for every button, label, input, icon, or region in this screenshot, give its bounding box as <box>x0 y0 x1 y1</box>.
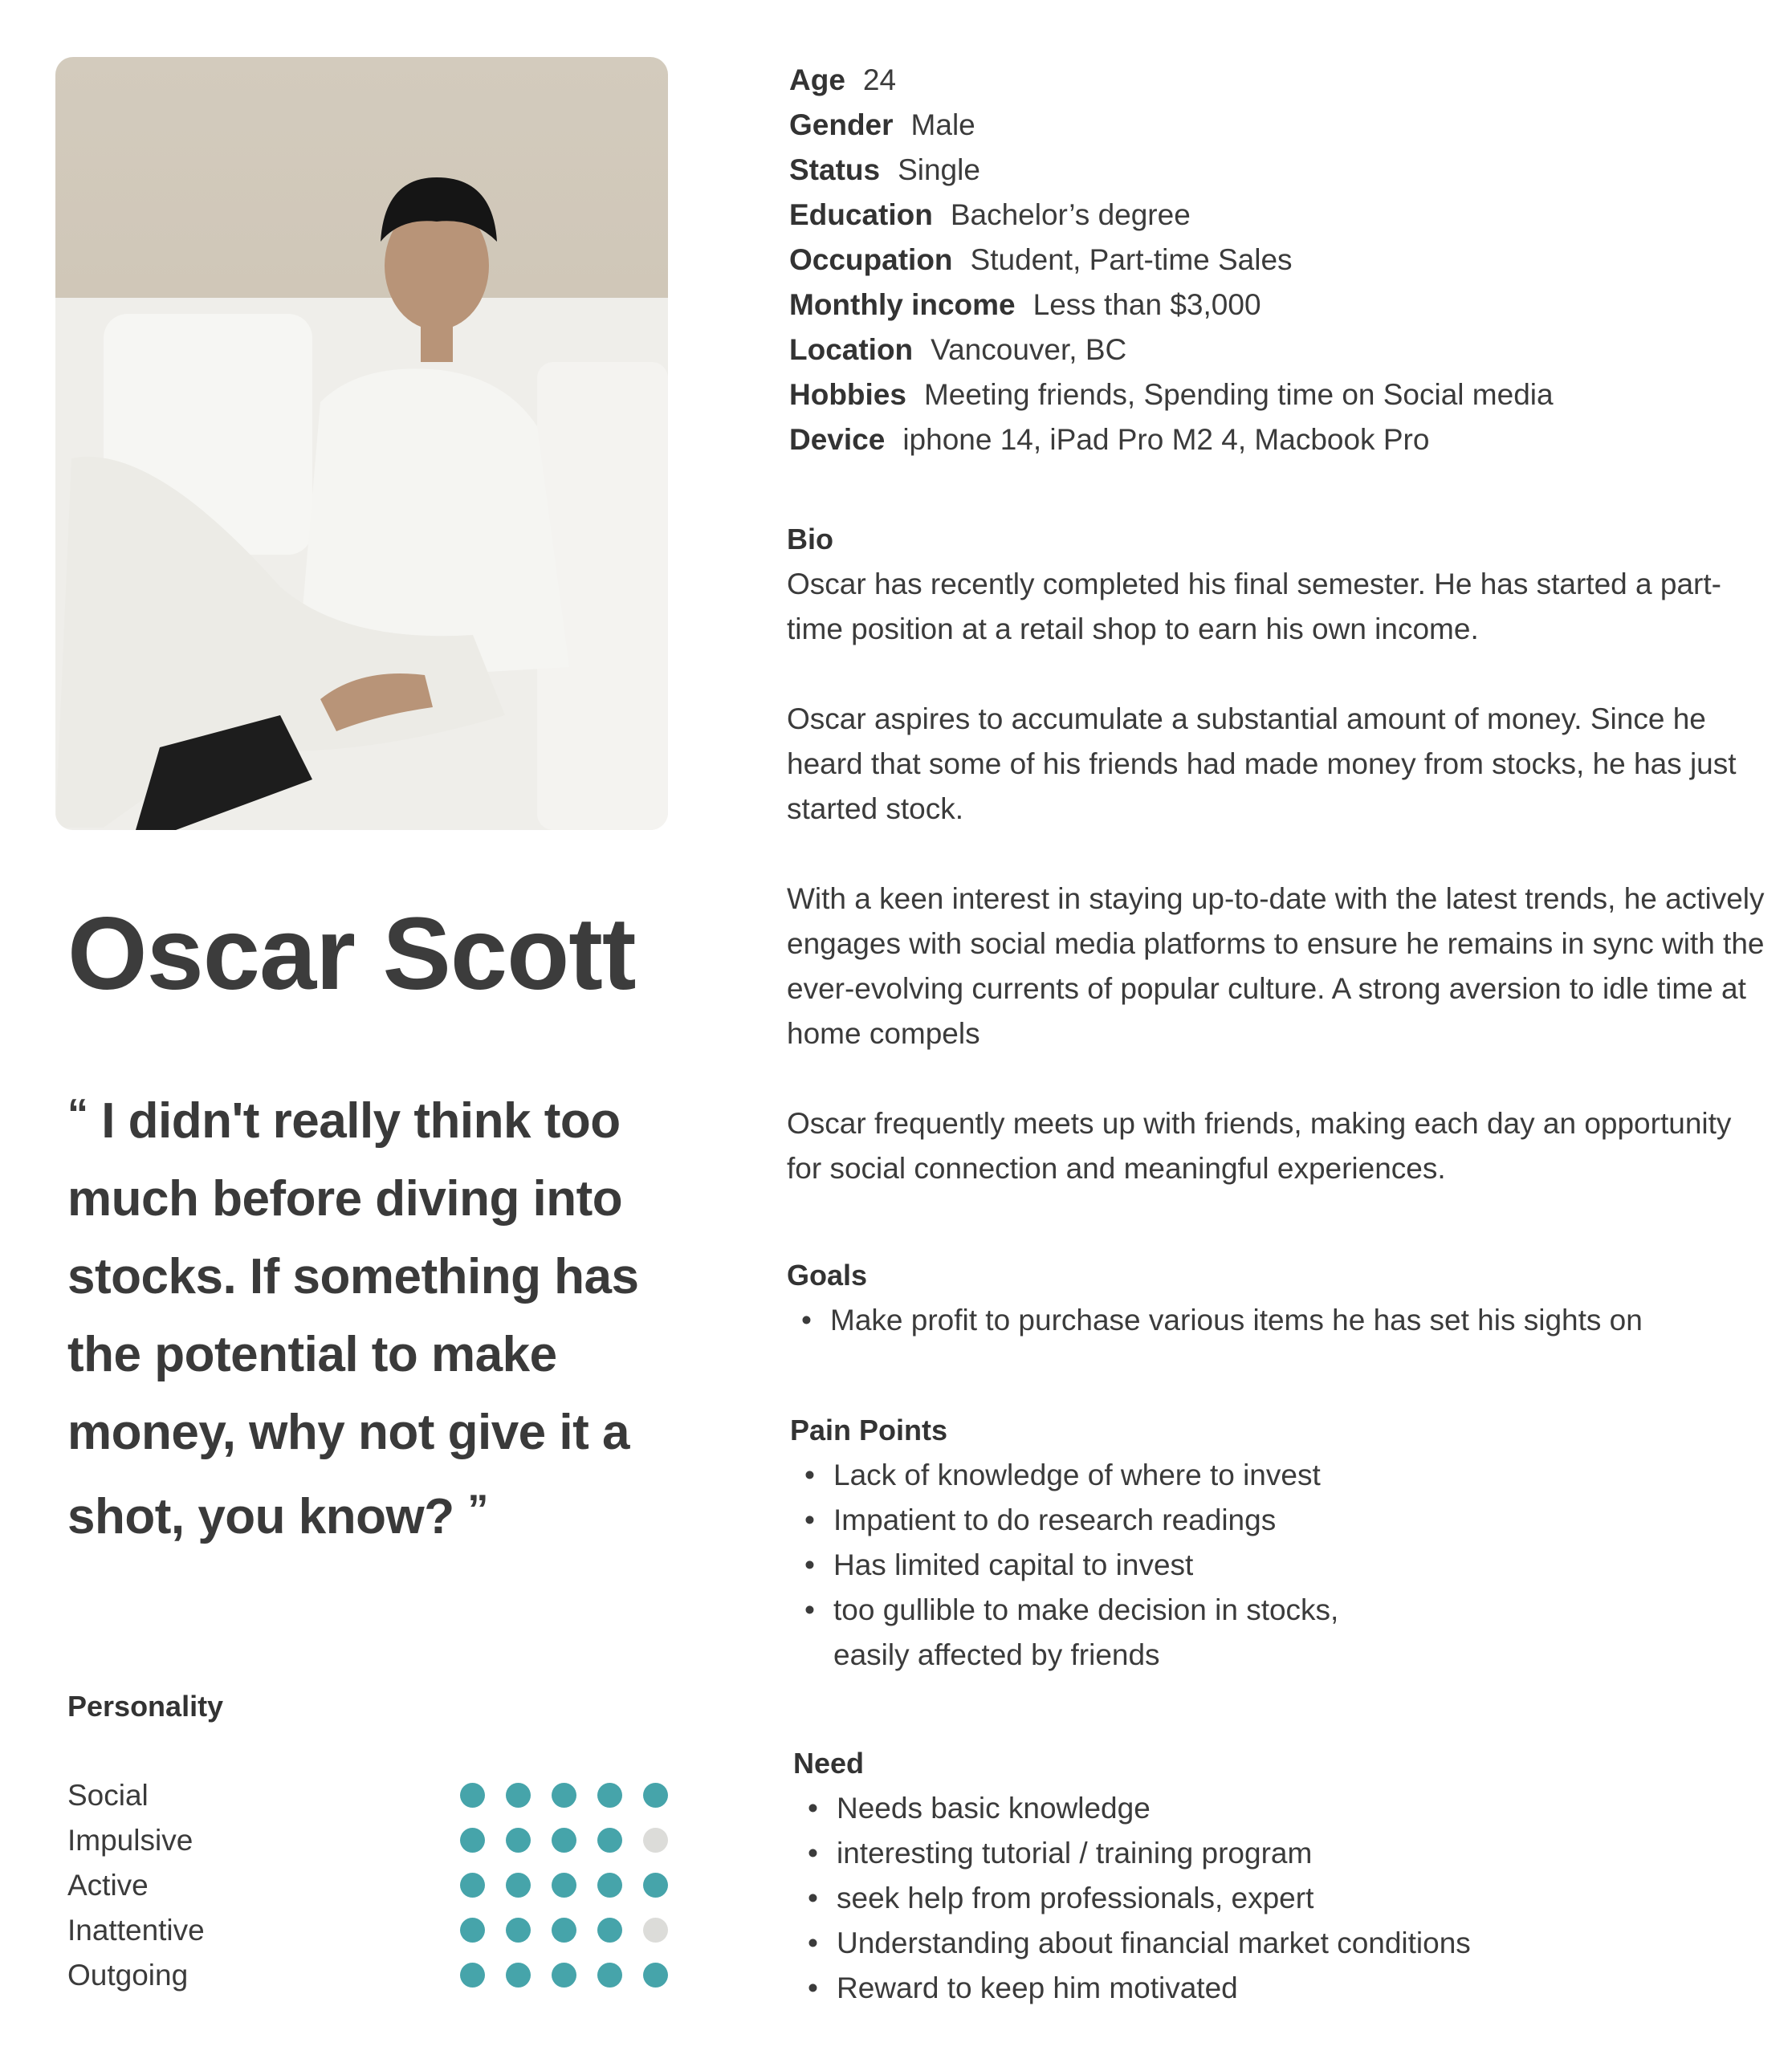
info-value: Bachelor’s degree <box>950 198 1191 231</box>
rating-dot-filled <box>597 1873 622 1898</box>
info-label: Device <box>789 423 886 456</box>
pain-points-section <box>790 1408 1770 1678</box>
personality-row <box>67 1818 678 1863</box>
info-row <box>789 238 1554 283</box>
rating-dot-filled <box>506 1963 531 1988</box>
rating-dot-filled <box>597 1783 622 1808</box>
need-section <box>793 1741 1773 2011</box>
rating-dot-filled <box>552 1783 576 1808</box>
bio-paragraph: Oscar has recently completed his final semester. He has started a part-time position at a retail shop to earn his own income. <box>787 568 1721 645</box>
rating-dot-filled <box>552 1918 576 1943</box>
info-value: iphone 14, iPad Pro M2 4, Macbook Pro <box>902 423 1430 456</box>
list-item: • seek help from professionals, expert <box>793 1876 1773 1921</box>
personality-row <box>67 1953 678 1998</box>
rating-dot-filled <box>552 1828 576 1853</box>
rating-dot-filled <box>552 1963 576 1988</box>
info-value: Meeting friends, Spending time on Social media <box>923 378 1554 411</box>
goals-heading: Goals <box>787 1259 868 1292</box>
info-label: Age <box>789 63 845 96</box>
rating-dot-filled <box>552 1873 576 1898</box>
list-item: • Reward to keep him motivated <box>793 1966 1773 2011</box>
quote-text: I didn't really think too much before diving into stocks. If something has the potential to make money, why not give it a shot, you know? <box>67 1093 639 1544</box>
info-row <box>789 103 1554 148</box>
info-label: Hobbies <box>789 378 906 411</box>
list-item: • Impatient to do research readings <box>790 1498 1368 1543</box>
rating-dot-filled <box>460 1783 485 1808</box>
trait-label: Social <box>67 1779 149 1812</box>
list-item: • Make profit to purchase various items he has set his sights on <box>787 1298 1766 1343</box>
trait-label: Active <box>67 1869 149 1902</box>
rating-dot-filled <box>597 1963 622 1988</box>
info-row <box>789 417 1554 462</box>
info-label: Occupation <box>789 243 953 276</box>
bio-paragraph: Oscar aspires to accumulate a substantial amount of money. Since he heard that some of his friends had made money from stocks, he has just started stock. <box>787 702 1737 825</box>
persona-photo <box>55 57 668 830</box>
persona-quote <box>67 1076 662 1556</box>
demographics-list <box>789 58 1554 462</box>
rating-dot-filled <box>597 1828 622 1853</box>
bio-heading: Bio <box>787 523 833 555</box>
rating-dot-filled <box>643 1963 668 1988</box>
personality-row <box>67 1773 678 1818</box>
info-value: Male <box>910 108 975 141</box>
need-heading: Need <box>793 1747 865 1780</box>
rating-dot-filled <box>597 1918 622 1943</box>
personality-row <box>67 1863 678 1908</box>
info-row <box>789 283 1554 328</box>
rating-dot-filled <box>460 1828 485 1853</box>
close-quote-mark: ” <box>467 1487 488 1533</box>
trait-label: Inattentive <box>67 1914 205 1947</box>
rating-dot-filled <box>506 1873 531 1898</box>
info-row <box>789 193 1554 238</box>
rating-dot-filled <box>460 1918 485 1943</box>
info-row <box>789 58 1554 103</box>
list-item: • too gullible to make decision in stocks, easily affected by friends <box>790 1588 1368 1678</box>
list-item: • Has limited capital to invest <box>790 1543 1368 1588</box>
bio-section <box>787 517 1766 1236</box>
rating-dot-filled <box>506 1828 531 1853</box>
rating-dot-filled <box>460 1963 485 1988</box>
info-label: Gender <box>789 108 894 141</box>
rating-dot-filled <box>643 1873 668 1898</box>
pain-points-heading: Pain Points <box>790 1414 948 1446</box>
info-value: 24 <box>862 63 897 96</box>
rating-dot-filled <box>643 1783 668 1808</box>
rating-dot-empty <box>643 1918 668 1943</box>
goals-section <box>787 1253 1766 1343</box>
info-row <box>789 328 1554 372</box>
info-label: Location <box>789 333 914 366</box>
info-row <box>789 148 1554 193</box>
info-label: Monthly income <box>789 288 1016 321</box>
list-item: • interesting tutorial / training program <box>793 1831 1773 1876</box>
bio-paragraph: Oscar frequently meets up with friends, making each day an opportunity for social connection and meaningful experiences. <box>787 1107 1732 1185</box>
personality-row <box>67 1908 678 1953</box>
info-label: Status <box>789 153 881 186</box>
rating-dot-filled <box>506 1918 531 1943</box>
list-item: • Lack of knowledge of where to invest <box>790 1453 1368 1498</box>
list-item: • Needs basic knowledge <box>793 1786 1773 1831</box>
persona-name: Oscar Scott <box>67 897 636 1011</box>
info-value: Less than $3,000 <box>1032 288 1261 321</box>
bio-paragraph: With a keen interest in staying up-to-date with the latest trends, he actively engages with social media platforms to ensure he remains in sync with the ever-evolving currents of popular culture. A strong aversion to idle time at home compels <box>787 882 1765 1050</box>
person-photo-illustration <box>55 57 668 830</box>
rating-dot-filled <box>460 1873 485 1898</box>
info-label: Education <box>789 198 933 231</box>
info-value: Student, Part-time Sales <box>970 243 1293 276</box>
personality-heading: Personality <box>67 1690 224 1723</box>
info-value: Vancouver, BC <box>931 333 1127 366</box>
trait-label: Outgoing <box>67 1959 189 1992</box>
info-row <box>789 372 1554 417</box>
rating-dot-empty <box>643 1828 668 1853</box>
info-value: Single <box>898 153 980 186</box>
trait-label: Impulsive <box>67 1824 193 1857</box>
list-item: • Understanding about financial market conditions <box>793 1921 1773 1966</box>
rating-dot-filled <box>506 1783 531 1808</box>
open-quote-mark: “ <box>67 1091 88 1137</box>
